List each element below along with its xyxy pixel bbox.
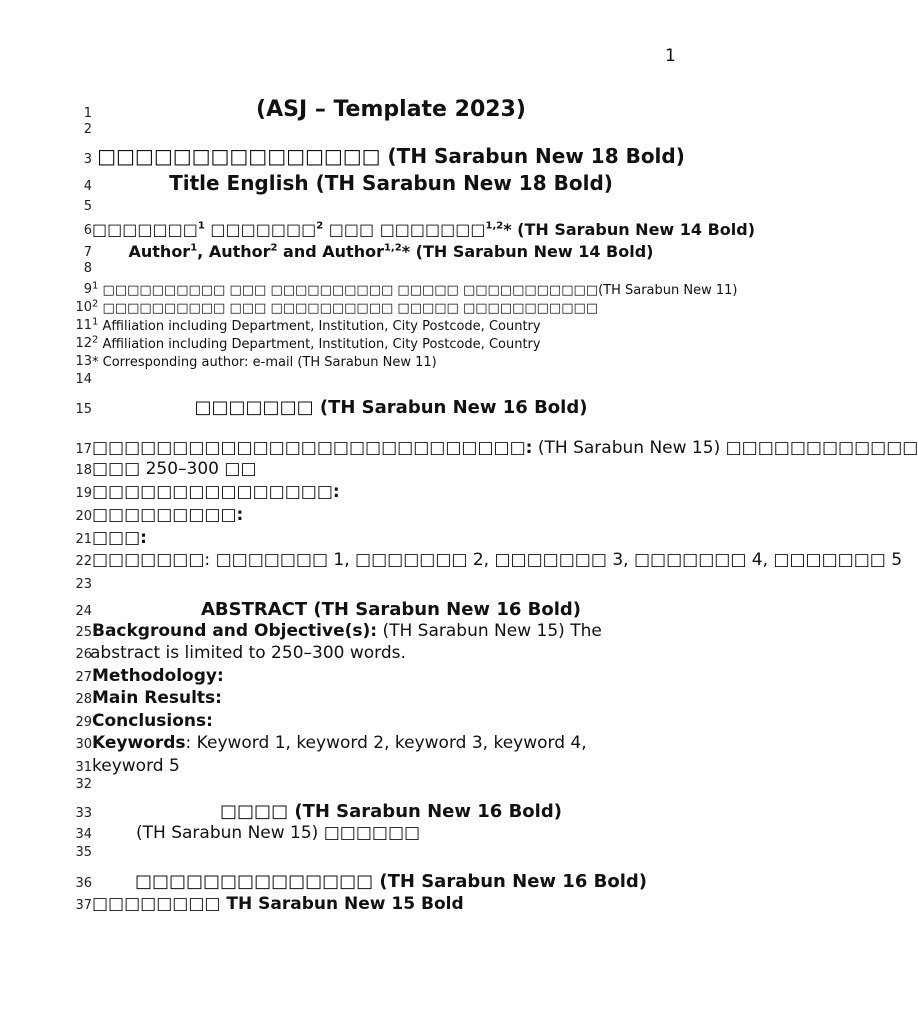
line-24 xyxy=(0,594,770,620)
line-8 xyxy=(0,259,770,277)
line-22 xyxy=(0,548,903,570)
line-number: 35 xyxy=(75,845,92,860)
line-3 xyxy=(0,140,770,168)
line-34 xyxy=(0,821,770,843)
line-36 xyxy=(0,866,770,892)
line-number: 8 xyxy=(83,261,92,276)
line-number: 5 xyxy=(83,199,92,214)
section-heading: □□□□□□□□□□□□□□ (TH Sarabun New 16 Bold) xyxy=(135,871,647,892)
line-28 xyxy=(0,686,770,708)
line-19 xyxy=(0,480,770,502)
line-number: 19 xyxy=(75,486,92,501)
abstract-keywords: Keywords: Keyword 1, keyword 2, keyword 3, keyword 4, xyxy=(92,733,587,753)
line-number: 22 xyxy=(75,554,92,569)
line-number: 17 xyxy=(75,442,92,457)
line-25 xyxy=(0,619,770,641)
line-number: 32 xyxy=(75,777,92,792)
line-32 xyxy=(0,775,770,793)
title-english: Title English (TH Sarabun New 18 Bold) xyxy=(169,171,613,195)
line-number: 7 xyxy=(83,245,92,260)
abstract-conclusions: Conclusions: xyxy=(92,711,213,731)
line-6 xyxy=(0,215,770,239)
thai-abstract-line: □□□□□□□□□□□□□□□□□□□□□□□□□□□: (TH Sarabun New 15) □□□□□□□□□□□□ xyxy=(92,438,918,458)
line-number: 15 xyxy=(75,402,92,417)
line-number: 34 xyxy=(75,827,92,842)
line-number: 3 xyxy=(83,152,92,167)
line-12 xyxy=(0,334,770,352)
abstract-methodology: Methodology: xyxy=(92,666,224,686)
line-5 xyxy=(0,197,770,215)
title-thai: □□□□□□□□□□□□□□□ (TH Sarabun New 18 Bold) xyxy=(97,144,685,168)
line-number: 2 xyxy=(83,122,92,137)
line-35 xyxy=(0,843,770,861)
line-14 xyxy=(0,370,770,388)
line-2 xyxy=(0,120,770,138)
line-number: 14 xyxy=(75,372,92,387)
line-1 xyxy=(0,90,770,122)
line-number: 31 xyxy=(75,760,92,775)
thai-abstract-heading: □□□□□□□ (TH Sarabun New 16 Bold) xyxy=(194,397,588,418)
affiliation-english-1: $^1$ Affiliation including Department, Institution, City Postcode, Country xyxy=(92,316,541,334)
intro-heading: □□□□ (TH Sarabun New 16 Bold) xyxy=(220,801,562,822)
line-7 xyxy=(0,237,770,261)
affiliation-english-2: $^2$ Affiliation including Department, Institution, City Postcode, Country xyxy=(92,334,541,352)
intro-text: (TH Sarabun New 15) □□□□□□ xyxy=(136,823,421,843)
line-21 xyxy=(0,526,770,548)
authors-thai: □□□□□□□$^1$ □□□□□□□$^2$ □□□ □□□□□□□$^{1,2}$* (TH Sarabun New 14 Bold) xyxy=(92,220,756,239)
line-number: 13 xyxy=(75,354,92,369)
line-31 xyxy=(0,754,770,776)
line-number: 24 xyxy=(75,604,92,619)
abstract-keywords-cont: keyword 5 xyxy=(92,756,180,776)
thai-conclusions: □□□: xyxy=(92,528,147,548)
line-30 xyxy=(0,731,770,753)
line-number: 6 xyxy=(83,223,92,238)
line-number: 21 xyxy=(75,532,92,547)
line-37 xyxy=(0,892,770,914)
line-number: 28 xyxy=(75,692,92,707)
affiliation-thai-2: $^2$ □□□□□□□□□□ □□□ □□□□□□□□□□ □□□□□ □□□□□□□□□□□ xyxy=(92,298,599,316)
line-number: 11 xyxy=(75,318,92,333)
line-number: 36 xyxy=(75,876,92,891)
line-11 xyxy=(0,316,770,334)
line-number: 18 xyxy=(75,463,92,478)
line-number: 1 xyxy=(83,106,92,121)
line-number: 29 xyxy=(75,715,92,730)
line-number: 12 xyxy=(75,336,92,351)
line-number: 10 xyxy=(75,300,92,315)
line-15 xyxy=(0,392,770,418)
line-20 xyxy=(0,503,770,525)
line-4 xyxy=(0,167,770,195)
thai-keywords: □□□□□□□: □□□□□□□ 1, □□□□□□□ 2, □□□□□□□ 3, □□□□□□□ 4, □□□□□□□ 5 xyxy=(92,550,903,570)
section-subheading: □□□□□□□□ TH Sarabun New 15 Bold xyxy=(92,894,464,914)
corresponding-author: * Corresponding author: e-mail (TH Sarabun New 11) xyxy=(92,355,437,370)
line-number: 30 xyxy=(75,737,92,752)
line-number: 9 xyxy=(83,282,92,297)
document-title: (ASJ – Template 2023) xyxy=(256,97,526,122)
abstract-main-results: Main Results: xyxy=(92,688,222,708)
line-number: 20 xyxy=(75,509,92,524)
thai-methodology: □□□□□□□□□□□□□□□: xyxy=(92,482,340,502)
line-13 xyxy=(0,352,770,370)
line-number: 23 xyxy=(75,577,92,592)
thai-main-results: □□□□□□□□□: xyxy=(92,505,244,525)
abstract-heading: ABSTRACT (TH Sarabun New 16 Bold) xyxy=(200,599,582,620)
line-number: 26 xyxy=(75,647,92,662)
abstract-background-cont: abstract is limited to 250–300 words. xyxy=(90,643,406,663)
line-number: 25 xyxy=(75,625,92,640)
line-number: 37 xyxy=(75,898,92,913)
line-26 xyxy=(0,641,770,663)
thai-abstract-limit: □□□ 250–300 □□ xyxy=(92,459,257,479)
line-29 xyxy=(0,709,770,731)
line-18 xyxy=(0,457,770,479)
affiliation-thai-1: $^1$ □□□□□□□□□□ □□□ □□□□□□□□□□ □□□□□ □□□□□□□□□□□(TH Sarabun New 11) xyxy=(92,280,738,298)
abstract-background: Background and Objective(s): (TH Sarabun New 15) The xyxy=(92,621,602,641)
line-23 xyxy=(0,575,770,593)
line-9 xyxy=(0,280,770,298)
page-number: 1 xyxy=(665,46,676,66)
line-number: 27 xyxy=(75,670,92,685)
authors-english: Author$^1$, Author$^2$ and Author$^{1,2}$* (TH Sarabun New 14 Bold) xyxy=(128,242,654,261)
line-27 xyxy=(0,664,770,686)
line-33 xyxy=(0,796,770,822)
line-17 xyxy=(0,434,918,458)
line-number: 33 xyxy=(75,806,92,821)
line-number: 4 xyxy=(83,179,92,194)
line-10 xyxy=(0,298,770,316)
